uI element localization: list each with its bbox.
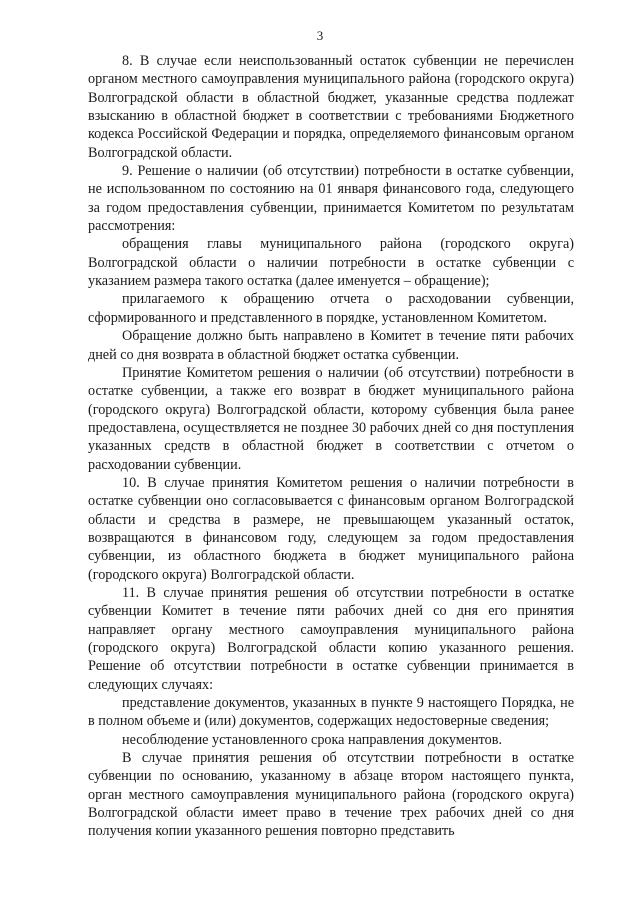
paragraph-8: 8. В случае если неиспользованный остаток субвенции не перечислен органом местного самоуправления муниципального района (городского округа) Волгоградской области в областной бюджет, указанные средства подлежат взысканию в областной бюджет в соответствии с требованиями Бюджетного кодекса Российской Федерации и порядка, определяемого финансовым органом Волгоградской области. [88, 53, 574, 161]
paragraph-9-item-appeal: обращения главы муниципального района (городского округа) Волгоградской области о наличии потребности в остатке субвенции с указанием размера такого остатка (далее именуется – обращение); [88, 236, 574, 290]
paragraph-11-case-documents: представление документов, указанных в пункте 9 настоящего Порядка, не в полном объеме и (или) документов, содержащих недостоверные сведения; [88, 695, 574, 730]
paragraph-11-resubmission: В случае принятия решения об отсутствии потребности в остатке субвенции по основанию, указанному в абзаце втором настоящего пункта, орган местного самоуправления муниципального района (городского округа) Волгоградской области имеет право в течение трех рабочих дней со дня получения копии указанного решения повторно представить [88, 750, 574, 840]
paragraph-11: 11. В случае принятия решения об отсутствии потребности в остатке субвенции Комитет в течение пяти рабочих дней со дня его принятия направляет органу местного самоуправления муниципального района (городского округа) Волгоградской области копию указанного решения. Решение об отсутствии потребности в остатке субвенции принимается в следующих случаях: [88, 584, 574, 693]
paragraph-10: 10. В случае принятия Комитетом решения о наличии потребности в остатке субвенции оно согласовывается с финансовым органом Волгоградской области и средства в размере, не превышающем указанный остаток, возвращаются в финансовом году, следующем за годом предоставления субвенции, из областного бюджета в бюджет муниципального района (городского округа) Волгоградской области. [88, 474, 574, 583]
paragraph-11-case-deadline: несоблюдение установленного срока направления документов. [122, 731, 502, 748]
paragraph-9-appeal-deadline: Обращение должно быть направлено в Комитет в течение пяти рабочих дней со дня возврата в областной бюджет остатка субвенции. [88, 328, 574, 363]
paragraph-9-decision-term: Принятие Комитетом решения о наличии (об отсутствии) потребности в остатке субвенции, а также его возврат в бюджет муниципального района (городского округа) Волгоградской области, которому субвенция была ранее предоставлена, осуществляется не позднее 30 рабочих дней со дня поступления указанных средств в областной бюджет в соответствии с отчетом о расходовании субвенции. [88, 364, 574, 473]
page-number: 3 [316, 28, 324, 43]
document-body [88, 52, 574, 841]
paragraph-9: 9. Решение о наличии (об отсутствии) потребности в остатке субвенции, не использованном по состоянию на 01 января финансового года, следующего за годом предоставления субвенции, принимается Комитетом по результатам рассмотрения: [88, 163, 574, 235]
paragraph-9-item-report: прилагаемого к обращению отчета о расходовании субвенции, сформированного и представленного в порядке, установленном Комитетом. [88, 291, 574, 326]
